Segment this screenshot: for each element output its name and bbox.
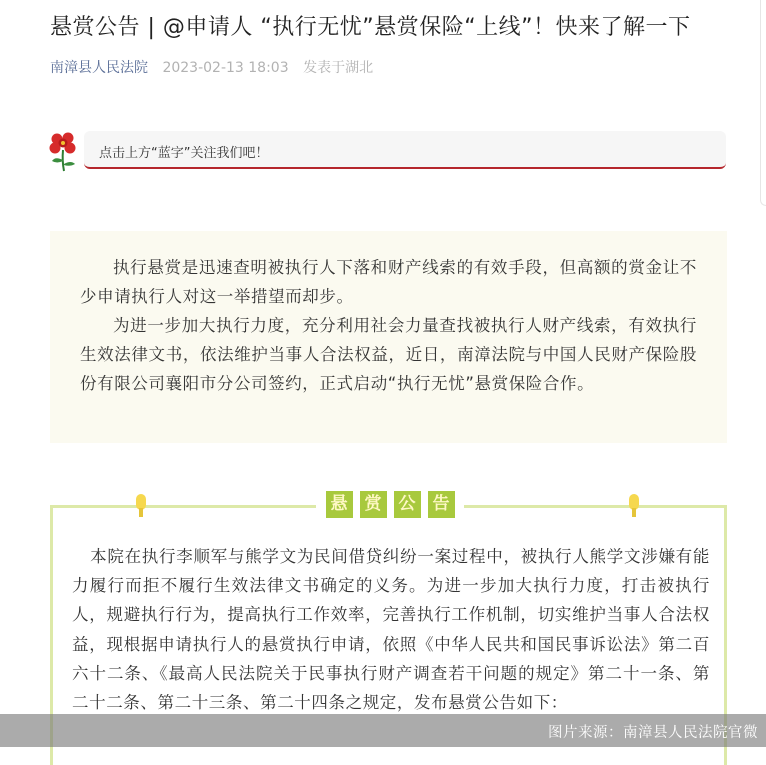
intro-section (50, 231, 727, 443)
side-panel-edge (760, 0, 766, 206)
notice-title-char: 赏 (360, 491, 387, 518)
article-meta (50, 58, 373, 78)
pin-left-icon (136, 494, 146, 516)
notice-title-char: 悬 (326, 491, 353, 518)
notice-title-char: 告 (428, 491, 455, 518)
notice-title-char: 公 (394, 491, 421, 518)
image-credit-bar (0, 714, 766, 747)
intro-paragraph: 为进一步加大执行力度，充分利用社会力量查找被执行人财产线索，有效执行生效法律文书，依法维护当事人合法权益，近日，南漳法院与中国人民财产保险股份有限公司襄阳市分公司签约，正式启动“执行无忧”悬赏保险合作。 (80, 316, 697, 393)
publish-time: 2023-02-13 18:03 (162, 60, 289, 76)
intro-paragraph: 执行悬赏是迅速查明被执行人下落和财产线索的有效手段，但高额的赏金让不少申请执行人对这一举措望而却步。 (80, 258, 697, 306)
follow-prompt-box[interactable] (84, 131, 726, 169)
notice-body: 本院在执行李顺军与熊学文为民间借贷纠纷一案过程中，被执行人熊学文涉嫌有能力履行而拒不履行生效法律文书确定的义务。为进一步加大执行力度，打击被执行人，规避执行行为，提高执行工作效率，完善执行工作机制，切实维护当事人合法权益，现根据申请执行人的悬赏执行申请，依照《中华人民共和国民事诉讼法》第二百六十二条、《最高人民法院关于民事执行财产调查若干问题的规定》第二十一条、第二十二条、第二十三条、第二十四条之规定，发布悬赏公告如下： (72, 547, 710, 713)
follow-prompt-text: 点击上方“蓝字”关注我们吧！ (99, 146, 269, 161)
author-link[interactable]: 南漳县人民法院 (50, 60, 148, 76)
publish-location: 发表于湖北 (303, 60, 374, 76)
article-title: 悬赏公告 | @申请人 “执行无忧”悬赏保险“上线”！快来了解一下 (50, 15, 691, 40)
pin-right-icon (629, 494, 639, 516)
image-credit-text: 图片来源：南漳县人民法院官微 (548, 725, 758, 741)
notice-title (316, 487, 464, 521)
red-flower-icon (48, 130, 78, 172)
